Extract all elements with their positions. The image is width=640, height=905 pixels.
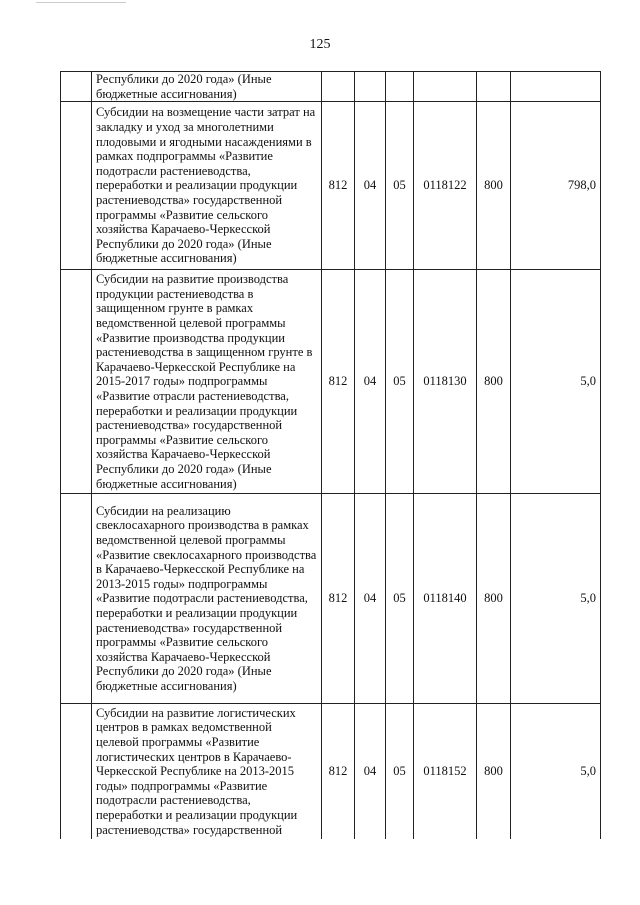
subsection-cell [386,72,414,102]
sum-cell: 5,0 [511,704,601,839]
target-article-cell: 0118122 [414,102,477,270]
budget-table [60,71,601,839]
description-cell: Субсидии на развитие логистических центров в рамках ведомственной целевой программы «Развитие логистических центров в Карачаево-Черкесской Республике на 2013-2015 годы» подпрограммы «Развитие подотрасли растениеводства, переработки и реализации продукции растениеводства» государственной [92,704,322,839]
table-cell-blank [61,270,92,494]
scan-edge-mark [36,2,126,3]
table-row [61,704,601,839]
grbs-cell: 812 [322,494,355,704]
target-article-cell: 0118130 [414,270,477,494]
expense-type-cell: 800 [477,494,511,704]
grbs-cell: 812 [322,704,355,839]
section-cell: 04 [355,704,386,839]
table-cell-blank [61,704,92,839]
target-article-cell: 0118152 [414,704,477,839]
subsection-cell: 05 [386,270,414,494]
section-cell: 04 [355,270,386,494]
grbs-cell: 812 [322,102,355,270]
table-row [61,270,601,494]
subsection-cell: 05 [386,494,414,704]
table-cell-blank [61,494,92,704]
grbs-cell [322,72,355,102]
table-row [61,72,601,102]
table-row [61,494,601,704]
description-cell: Субсидии на реализацию свеклосахарного производства в рамках ведомственной целевой программы «Развитие свеклосахарного производства в Карачаево-Черкесской Республике на 2013-2015 годы» подпрограммы «Развитие подотрасли растениеводства, переработки и реализации продукции растениеводства» государственной программы «Развитие сельского хозяйства Карачаево-Черкесской Республики до 2020 года» (Иные бюджетные ассигнования) [92,494,322,704]
sum-cell: 798,0 [511,102,601,270]
description-cell: Субсидии на развитие производства продукции растениеводства в защищенном грунте в рамках ведомственной целевой программы «Развитие производства продукции растениеводства в защищенном грунте в Карачаево-Черкесской Республике на 2015-2017 годы» подпрограммы «Развитие отрасли растениеводства, переработки и реализации продукции растениеводства» государственной программы «Развитие сельского хозяйства Карачаево-Черкесской Республики до 2020 года» (Иные бюджетные ассигнования) [92,270,322,494]
section-cell: 04 [355,494,386,704]
sum-cell: 5,0 [511,270,601,494]
sum-cell: 5,0 [511,494,601,704]
expense-type-cell [477,72,511,102]
expense-type-cell: 800 [477,704,511,839]
table-cell-blank [61,72,92,102]
subsection-cell: 05 [386,704,414,839]
expense-type-cell: 800 [477,102,511,270]
target-article-cell: 0118140 [414,494,477,704]
section-cell: 04 [355,102,386,270]
table-row [61,102,601,270]
description-cell: Республики до 2020 года» (Иные бюджетные ассигнования) [92,72,322,102]
subsection-cell: 05 [386,102,414,270]
table-cell-blank [61,102,92,270]
target-article-cell [414,72,477,102]
section-cell [355,72,386,102]
description-cell: Субсидии на возмещение части затрат на закладку и уход за многолетними плодовыми и ягодными насаждениями в рамках подпрограммы «Развитие подотрасли растениеводства, переработки и реализации продукции растениеводства» государственной программы «Развитие сельского хозяйства Карачаево-Черкесской Республики до 2020 года» (Иные бюджетные ассигнования) [92,102,322,270]
grbs-cell: 812 [322,270,355,494]
page-number: 125 [309,37,331,52]
sum-cell [511,72,601,102]
expense-type-cell: 800 [477,270,511,494]
